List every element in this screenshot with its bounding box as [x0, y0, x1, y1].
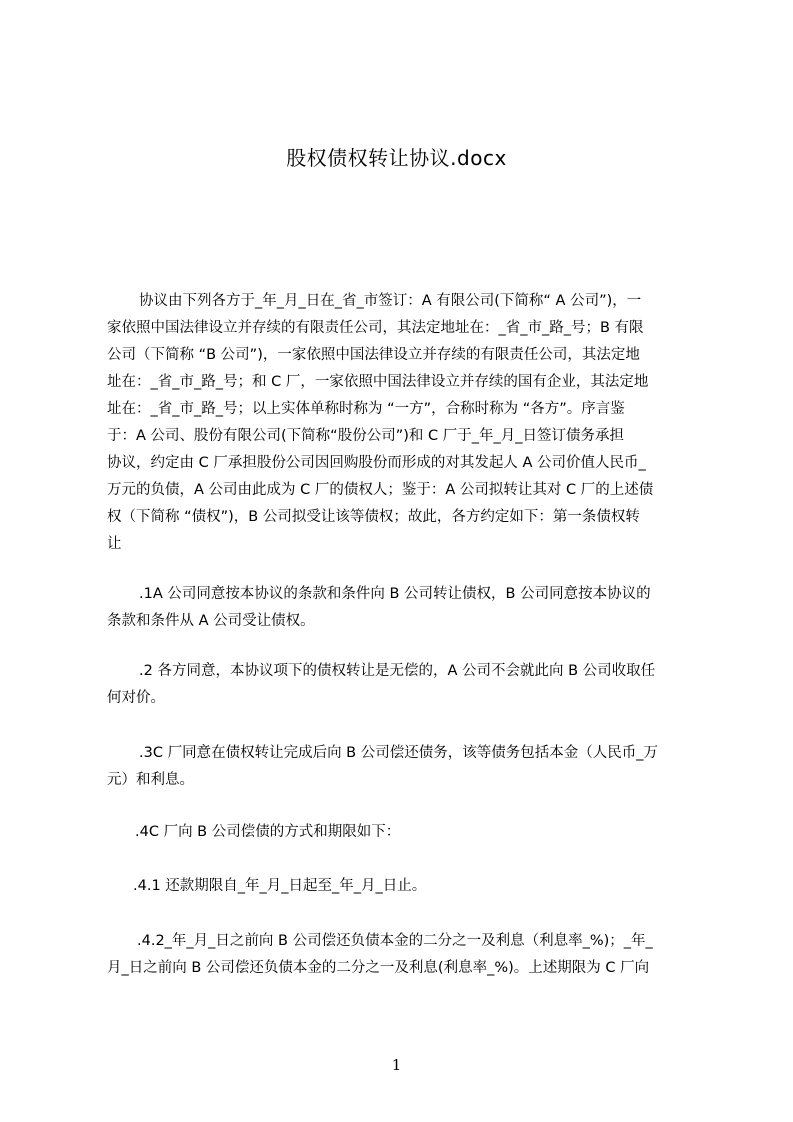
- text-line: 让: [107, 536, 122, 552]
- text-line: 协议由下列各方于_年_月_日在_省_市签订：A 有限公司(下简称“ A 公司”)，一: [139, 293, 642, 309]
- text-line: 条款和条件从 A 公司受让债权。: [107, 613, 315, 629]
- text-line: 月_日之前向 B 公司偿还负债本金的二分之一及利息(利息率_%)。上述期限为 C 厂向: [107, 960, 650, 976]
- text-line: 元）和利息。: [107, 772, 194, 788]
- page-number: 1: [391, 1056, 402, 1074]
- text-line: 于：A 公司、股份有限公司(下简称“股份公司”)和 C 厂于_年_月_日签订债务承担: [107, 428, 624, 444]
- clause-4-1: .4.1 还款期限自_年_月_日起至_年_月_日止。: [133, 878, 427, 894]
- text-line: 权（下简称 “债权”)，B 公司拟受让该等债权；故此，各方约定如下：第一条债权转: [107, 509, 640, 525]
- clause-1-4: .4C 厂向 B 公司偿债的方式和期限如下：: [135, 824, 401, 840]
- text-line: 协议，约定由 C 厂承担股份公司因回购股份而形成的对其发起人 A 公司价值人民币_: [107, 455, 646, 471]
- text-line: .4.2_年_月_日之前向 B 公司偿还负债本金的二分之一及利息（利息率_%)；_年_: [137, 933, 653, 949]
- text-line: 公司（下简称 “B 公司”)，一家依照中国法律设立并存续的有限责任公司，其法定地: [107, 347, 640, 363]
- text-line: 万元的负债，A 公司由此成为 C 厂的债权人；鉴于：A 公司拟转让其对 C 厂的上述债: [107, 482, 654, 498]
- text-line: .2 各方同意，本协议项下的债权转让是无偿的，A 公司不会就此向 B 公司收取任: [139, 663, 656, 679]
- text-line: .1A 公司同意按本协议的条款和条件向 B 公司转让债权，B 公司同意按本协议的: [139, 586, 651, 602]
- text-line: 址在：_省_市_路_号；和 C 厂，一家依照中国法律设立并存续的国有企业，其法定地: [107, 374, 649, 390]
- text-line: .3C 厂同意在债权转让完成后向 B 公司偿还债务，该等债务包括本金（人民币_万: [139, 745, 658, 761]
- text-line: 何对价。: [107, 690, 165, 706]
- text-line: 址在：_省_市_路_号；以上实体单称时称为 “一方”，合称时称为 “各方”。序言鉴: [107, 401, 625, 417]
- document-title: 股权债权转让协议.docx: [286, 146, 507, 170]
- text-line: 家依照中国法律设立并存续的有限责任公司，其法定地址在：_省_市_路_号；B 有限: [107, 320, 644, 336]
